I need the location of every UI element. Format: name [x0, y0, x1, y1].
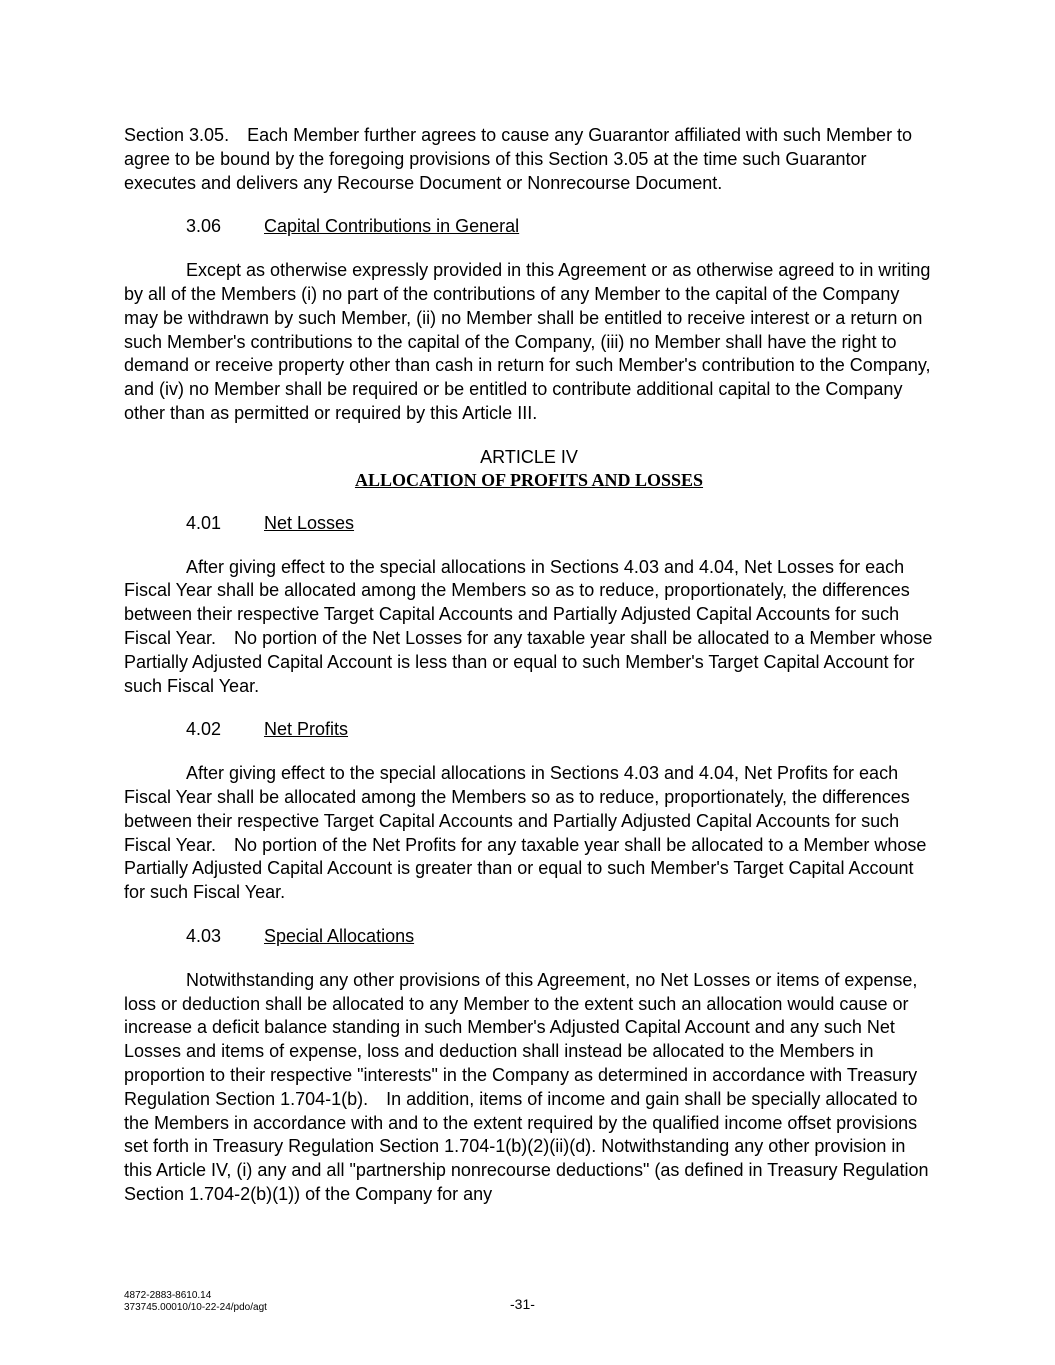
section-heading-4-03: [124, 925, 934, 949]
document-page: [124, 124, 934, 1207]
section-number: 4.02: [186, 719, 222, 740]
section-title: Net Losses: [264, 512, 355, 533]
section-number: 4.03: [186, 925, 222, 946]
footer-doc-ids: [124, 1290, 267, 1314]
footer-file-ref: 373745.00010/10-22-24/pdo/agt: [124, 1302, 267, 1313]
intro-paragraph: Section 3.05. Each Member further agrees to cause any Guarantor affiliated with such Member to agree to be bound by the foregoing provisions of this Section 3.05 at the time such Guarantor executes and delivers any Recourse Document or Nonrecourse Document.: [124, 125, 913, 193]
article-title: ALLOCATION OF PROFITS AND LOSSES: [354, 469, 704, 490]
section-body-4-02: After giving effect to the special allocations in Sections 4.03 and 4.04, Net Profits for each Fiscal Year shall be allocated among the Members so as to reduce, proportionately, the differences between their respective Target Capital Accounts and Partially Adjusted Capital Accounts for such Fiscal Year. No portion of the Net Profits for any taxable year shall be allocated to a Member whose Partially Adjusted Capital Account is greater than or equal to such Member's Target Capital Account for such Fiscal Year.: [124, 763, 927, 903]
section-heading-3-06: [124, 215, 934, 239]
footer-doc-id: 4872-2883-8610.14: [124, 1290, 212, 1301]
section-heading-4-02: [124, 718, 934, 742]
section-title: Special Allocations: [264, 925, 415, 946]
article-heading: [124, 446, 934, 492]
section-number: 4.01: [186, 512, 222, 533]
section-body-3-06: Except as otherwise expressly provided in this Agreement or as otherwise agreed to in writing by all of the Members (i) no part of the contributions of any Member to the capital of the Company may be withdrawn by such Member, (ii) no Member shall be entitled to receive interest or a return on such Member's contributions to the capital of the Company, (iii) no Member shall have the right to demand or receive property other than cash in return for such Member's contribution to the Company, and (iv) no Member shall be required or be entitled to contribute additional capital to the Company other than as permitted or required by this Article III.: [124, 260, 931, 423]
section-number: 3.06: [186, 216, 222, 237]
section-body-4-01: After giving effect to the special allocations in Sections 4.03 and 4.04, Net Losses for each Fiscal Year shall be allocated among the Members so as to reduce, proportionately, the differences between their respective Target Capital Accounts and Partially Adjusted Capital Accounts for such Fiscal Year. No portion of the Net Losses for any taxable year shall be allocated to a Member whose Partially Adjusted Capital Account is less than or equal to such Member's Target Capital Account for such Fiscal Year.: [124, 556, 933, 696]
section-title: Net Profits: [264, 719, 349, 740]
page-number: -31-: [510, 1296, 535, 1312]
article-number: ARTICLE IV: [480, 446, 578, 467]
section-body-4-03: Notwithstanding any other provisions of this Agreement, no Net Losses or items of expense, loss or deduction shall be allocated to any Member to the extent such an allocation would cause or increase a deficit balance standing in such Member's Adjusted Capital Account and any such Net Losses and items of expense, loss and deduction shall instead be allocated to the Members in proportion to their respective "interests" in the Company as determined in accordance with Treasury Regulation Section 1.704-1(b). In addition, items of income and gain shall be specially allocated to the Members in accordance with and to the extent required by the qualified income offset provisions set forth in Treasury Regulation Section 1.704-1(b)(2)(ii)(d). Notwithstanding any other provision in this Article IV, (i) any and all "partnership nonrecourse deductions" (as defined in Treasury Regulation Section 1.704-2(b)(1)) of the Company for any: [124, 969, 929, 1204]
section-heading-4-01: [124, 512, 934, 536]
section-title: Capital Contributions in General: [264, 216, 520, 237]
